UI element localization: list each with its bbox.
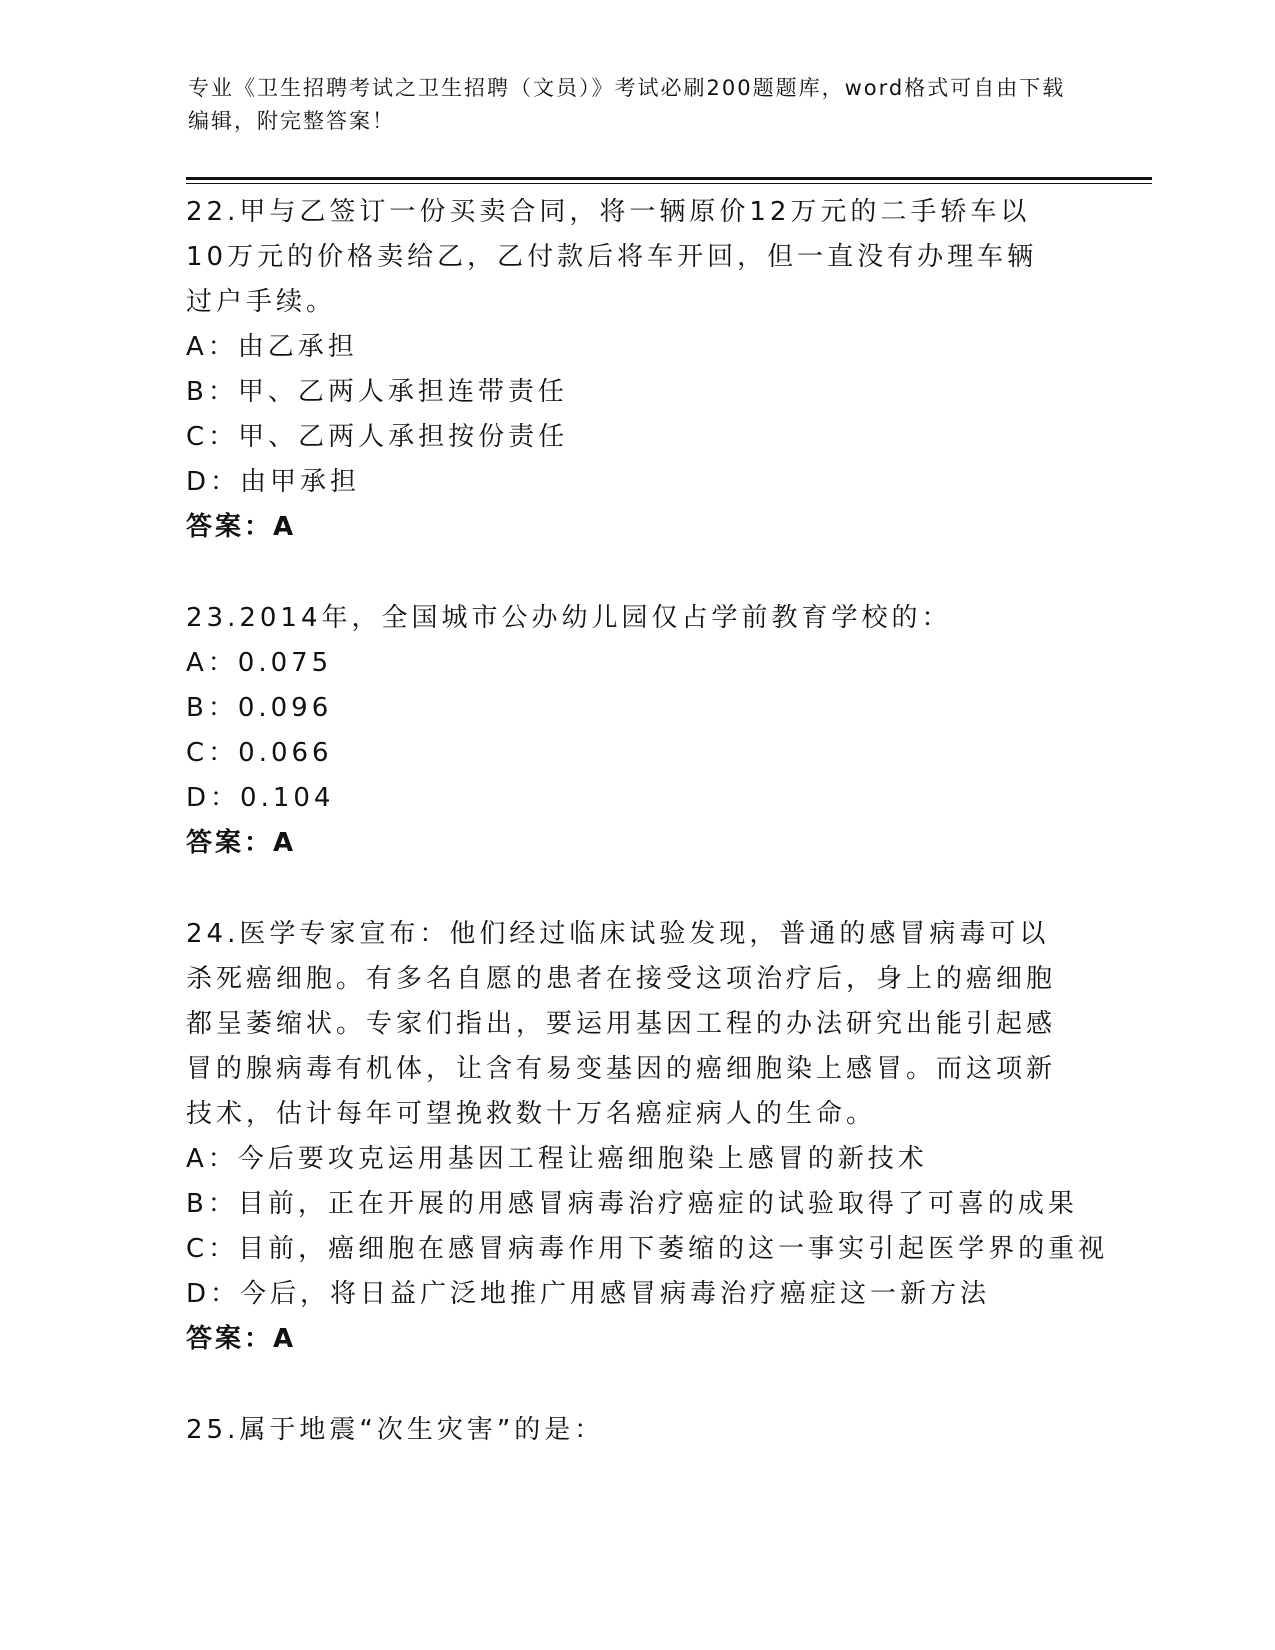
question-gap <box>186 1362 1106 1408</box>
question-stem: 23.2014年，全国城市公办幼儿园仅占学前教育学校的： <box>186 603 952 633</box>
question-list <box>186 190 1109 1453</box>
header-divider-thin <box>186 183 1152 184</box>
option-c: C：甲、乙两人承担按份责任 <box>186 422 569 452</box>
option-d: D：由甲承担 <box>186 467 361 497</box>
option-a: A：0.075 <box>186 648 333 678</box>
question-25 <box>186 1408 1106 1453</box>
question-gap <box>186 866 1106 912</box>
option-a: A：由乙承担 <box>186 332 358 362</box>
option-b: B：甲、乙两人承担连带责任 <box>186 377 568 407</box>
question-24 <box>186 912 1109 1362</box>
answer-line: 答案：A <box>186 1324 297 1354</box>
option-d: D：今后，将日益广泛地推广用感冒病毒治疗癌症这一新方法 <box>186 1279 991 1309</box>
option-a: A：今后要攻克运用基因工程让癌细胞染上感冒的新技术 <box>186 1144 928 1174</box>
question-stem: 22.甲与乙签订一份买卖合同，将一辆原价12万元的二手轿车以10万元的价格卖给乙，乙付款后将车开回，但一直没有办理车辆过户手续。 <box>186 197 1038 317</box>
question-23 <box>186 596 1106 866</box>
question-stem: 25.属于地震“次生灾害”的是： <box>186 1415 605 1445</box>
question-stem: 24.医学专家宣布：他们经过临床试验发现，普通的感冒病毒可以杀死癌细胞。有多名自愿的患者在接受这项治疗后，身上的癌细胞都呈萎缩状。专家们指出，要运用基因工程的办法研究出能引起感冒的腺病毒有机体，让含有易变基因的癌细胞染上感冒。而这项新技术，估计每年可望挽救数十万名癌症病人的生命。 <box>186 919 1057 1129</box>
option-c: C：0.066 <box>186 738 333 768</box>
document-header: 专业《卫生招聘考试之卫生招聘（文员）》考试必刷200题题库，word格式可自由下载编辑，附完整答案！ <box>188 76 1066 133</box>
option-b: B：目前，正在开展的用感冒病毒治疗癌症的试验取得了可喜的成果 <box>186 1189 1078 1219</box>
answer-line: 答案：A <box>186 512 297 542</box>
answer-line: 答案：A <box>186 828 297 858</box>
option-b: B：0.096 <box>186 693 333 723</box>
option-c: C：目前，癌细胞在感冒病毒作用下萎缩的这一事实引起医学界的重视 <box>186 1234 1109 1264</box>
header-divider-thick <box>186 177 1152 180</box>
question-gap <box>186 550 1106 596</box>
question-22 <box>186 190 1106 550</box>
option-d: D：0.104 <box>186 783 335 813</box>
